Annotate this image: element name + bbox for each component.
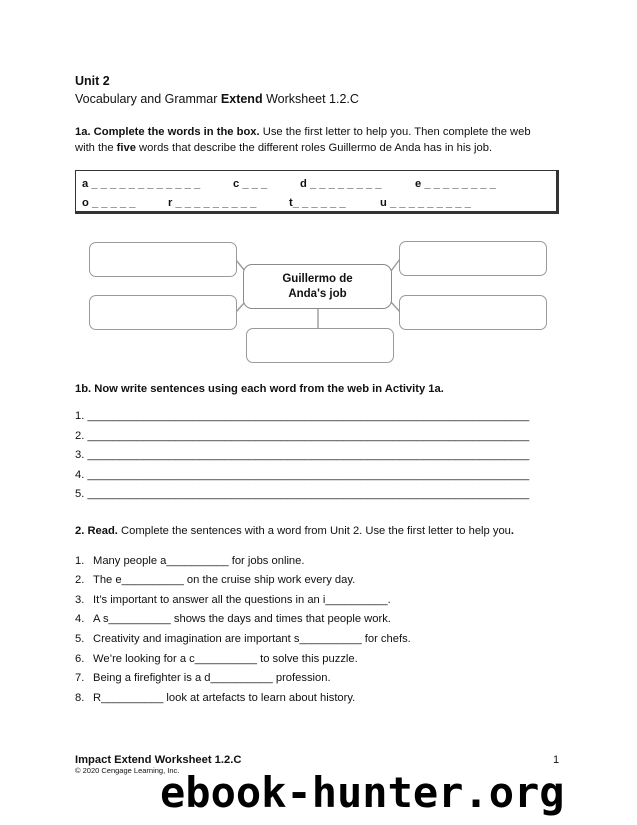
worksheet-subtitle: Vocabulary and Grammar Extend Worksheet 1.2.C [75,92,359,106]
exercise-2-heading: 2. Read. Complete the sentences with a word from Unit 2. Use the first letter to help you. [75,525,515,537]
exercise-1b-heading: 1b. Now write sentences using each word from the web in Activity 1a. [75,383,444,395]
sentence-line-4[interactable]: 4. _______________________________________________________________________ [75,469,530,481]
word-e: e _ _ _ _ _ _ _ _ [415,178,496,190]
list-item: 4. A s__________ shows the days and times that people work. [75,613,391,625]
sentence-line-3[interactable]: 3. _______________________________________________________________________ [75,449,530,461]
web-box-top-left[interactable] [89,242,237,277]
word-r: r _ _ _ _ _ _ _ _ _ [168,197,257,209]
sentence-line-1[interactable]: 1. _______________________________________________________________________ [75,410,530,422]
unit-title: Unit 2 [75,74,110,88]
list-item: 8. R__________ look at artefacts to learn about history. [75,692,356,704]
web-box-bottom-right[interactable] [399,295,547,330]
web-box-top-right[interactable] [399,241,547,276]
watermark: ebook-hunter.org [160,768,565,817]
web-box-bottom-center[interactable] [246,328,394,363]
list-item: 6. We’re looking for a c__________ to solve this puzzle. [75,653,358,665]
word-t: t_ _ _ _ _ _ [289,197,346,209]
copyright: © 2020 Cengage Learning, Inc. [75,766,180,775]
list-item: 2. The e__________ on the cruise ship work every day. [75,574,356,586]
word-c: c _ _ _ [233,178,268,190]
list-item: 3. It’s important to answer all the questions in an i__________. [75,594,391,606]
page-number: 1 [553,754,560,766]
footer-title: Impact Extend Worksheet 1.2.C [75,754,242,766]
list-item: 7. Being a firefighter is a d__________ profession. [75,672,331,684]
list-item: 5. Creativity and imagination are important s__________ for chefs. [75,633,411,645]
word-u: u _ _ _ _ _ _ _ _ _ [380,197,471,209]
web-box-bottom-left[interactable] [89,295,237,330]
exercise-1a-instructions: 1a. Complete the words in the box. Use the first letter to help you. Then complete the web with the five words that describe the different roles Guillermo de Anda has in his job. [75,126,531,154]
sentence-line-5[interactable]: 5. _______________________________________________________________________ [75,488,530,500]
web-center-box: Guillermo de Anda's job [243,264,392,309]
word-d: d _ _ _ _ _ _ _ _ [300,178,382,190]
sentence-line-2[interactable]: 2. _______________________________________________________________________ [75,430,530,442]
word-o: o _ _ _ _ _ [82,197,136,209]
list-item: 1. Many people a__________ for jobs online. [75,555,305,567]
word-a: a _ _ _ _ _ _ _ _ _ _ _ _ [82,178,201,190]
